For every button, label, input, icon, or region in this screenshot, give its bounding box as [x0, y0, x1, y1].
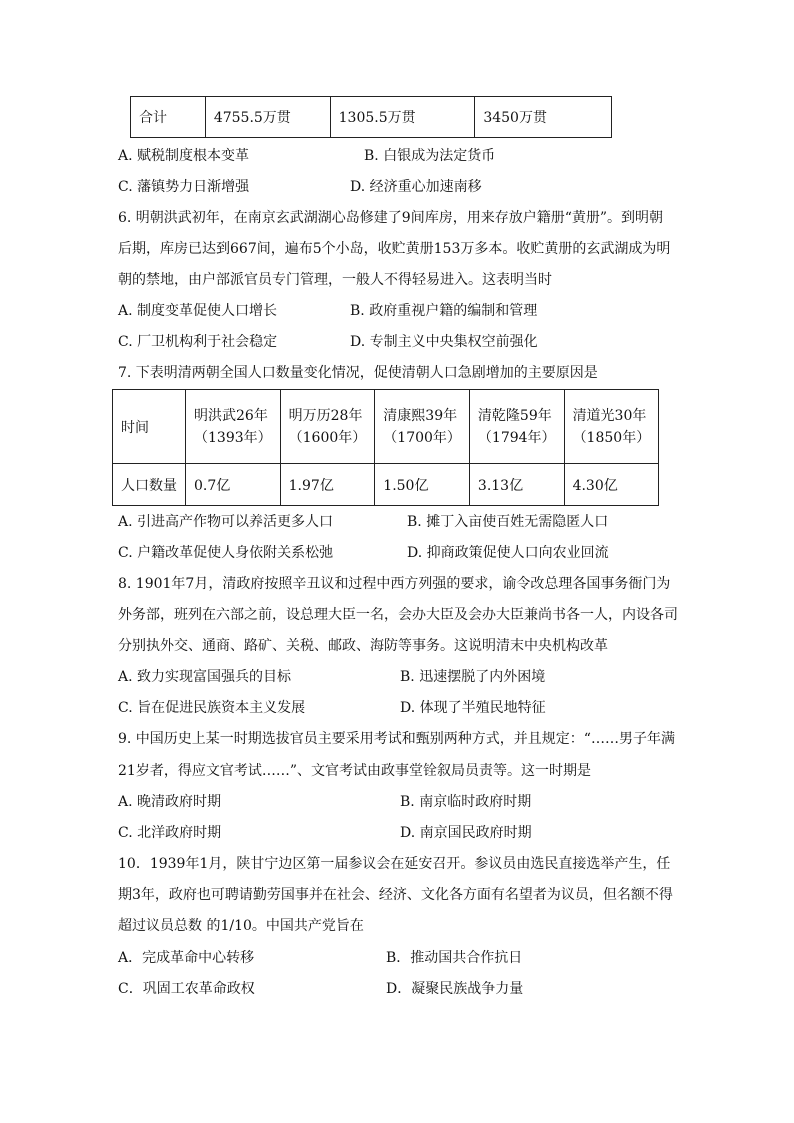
question-text: 后期，库房已达到667间，遍布5个小岛，收贮黄册153万多本。收贮黄册的玄武湖成为明: [118, 241, 671, 257]
option-b: B. 南京临时政府时期: [400, 794, 532, 810]
question-text: 外务部，班列在六部之前，设总理大臣一名，会办大臣及会办大臣兼尚书各一人，内设各司: [118, 607, 678, 623]
table-header-cell: [469, 390, 564, 464]
table-cell: 3.13亿: [469, 464, 564, 506]
period-name: 清乾隆59年: [477, 407, 552, 424]
table-cell: 0.7亿: [186, 464, 281, 506]
period-year: （1393年）: [194, 429, 272, 446]
question-text: 6. 明朝洪武初年，在南京玄武湖湖心岛修建了9间库房，用来存放户籍册“黄册”。到明朝: [118, 210, 664, 226]
option-b: B. 白银成为法定货币: [364, 148, 496, 164]
question-text: 10．1939年1月，陕甘宁边区第一届参议会在延安召开。参议员由选民直接选举产生，任: [118, 856, 671, 872]
option-d: D. 专制主义中央集权空前强化: [350, 334, 538, 350]
table-cell: 1305.5万贯: [330, 97, 475, 138]
period-name: 清康熙39年: [383, 407, 458, 424]
question-text: 7. 下表明清两朝全国人口数量变化情况，促使清朝人口急剧增加的主要原因是: [118, 365, 598, 381]
table-header-cell: [280, 390, 375, 464]
table-row: [113, 390, 659, 464]
option-b: B. 迅速摆脱了内外困境: [400, 669, 546, 685]
option-b: B．推动国共合作抗日: [386, 950, 523, 966]
question-text: 21岁者，得应文官考试……”、文官考试由政事堂铨叙局员责等。这一时期是: [118, 763, 591, 779]
option-d: D. 体现了半殖民地特征: [400, 700, 546, 716]
table-row: [113, 464, 659, 506]
table-header-cell: [186, 390, 281, 464]
option-d: D．凝聚民族战争力量: [386, 981, 524, 997]
option-a: A. 致力实现富国强兵的目标: [118, 669, 292, 685]
option-a: A. 赋税制度根本变革: [118, 148, 250, 164]
option-a: A. 晚清政府时期: [118, 794, 222, 810]
question-text: 9. 中国历史上某一时期选拔官员主要采用考试和甄别两种方式，并且规定：“……男子年满: [118, 731, 675, 747]
period-year: （1850年）: [572, 429, 651, 446]
option-c: C. 厂卫机构利于社会稳定: [118, 334, 278, 350]
question-text: 分别执外交、通商、路矿、关税、邮政、海防等事务。这说明清末中央机构改革: [118, 638, 608, 654]
option-b: B. 政府重视户籍的编制和管理: [350, 303, 538, 319]
question-text: 8. 1901年7月，清政府按照辛丑议和过程中西方列强的要求，谕令改总理各国事务衙门为: [118, 576, 671, 592]
period-name: 明万历28年: [288, 407, 363, 424]
option-a: A. 制度变革促使人口增长: [118, 303, 278, 319]
option-a: A．完成革命中心转移: [118, 950, 255, 966]
population-table: [112, 389, 659, 506]
option-c: C. 户籍改革促使人身依附关系松弛: [118, 545, 334, 561]
table-cell: 4.30亿: [564, 464, 659, 506]
table-cell: 1.50亿: [375, 464, 470, 506]
option-c: C．巩固工农革命政权: [118, 981, 255, 997]
option-b: B. 摊丁入亩使百姓无需隐匿人口: [407, 514, 609, 530]
period-year: （1794年）: [477, 429, 556, 446]
question-text: 超过议员总数 的1/10。中国共产党旨在: [118, 918, 364, 934]
table-cell: 1.97亿: [280, 464, 375, 506]
option-c: C. 旨在促进民族资本主义发展: [118, 700, 306, 716]
table-cell: 合计: [131, 97, 206, 138]
table-row: [131, 97, 612, 138]
period-year: （1600年）: [288, 429, 367, 446]
table-cell: 人口数量: [113, 464, 186, 506]
table-cell: 3450万贯: [475, 97, 612, 138]
table-header-cell: [375, 390, 470, 464]
option-c: C. 藩镇势力日渐增强: [118, 179, 250, 195]
option-a: A. 引进高产作物可以养活更多人口: [118, 514, 334, 530]
option-d: D. 南京国民政府时期: [400, 825, 532, 841]
table-cell: 4755.5万贯: [205, 97, 330, 138]
option-d: D. 抑商政策促使人口向农业回流: [407, 545, 609, 561]
option-d: D. 经济重心加速南移: [350, 179, 482, 195]
question-text: 朝的禁地，由户部派官员专门管理，一般人不得轻易进入。这表明当时: [118, 272, 552, 288]
period-year: （1700年）: [383, 429, 461, 446]
option-c: C. 北洋政府时期: [118, 825, 222, 841]
period-name: 清道光30年: [572, 407, 647, 424]
period-name: 明洪武26年: [194, 407, 268, 424]
table-header-cell: 时间: [113, 390, 186, 464]
table-header-cell: [564, 390, 659, 464]
question-text: 期3年，政府也可聘请勤劳国事并在社会、经济、文化各方面有名望者为议员，但名额不得: [118, 887, 673, 903]
totals-table: [130, 96, 612, 138]
